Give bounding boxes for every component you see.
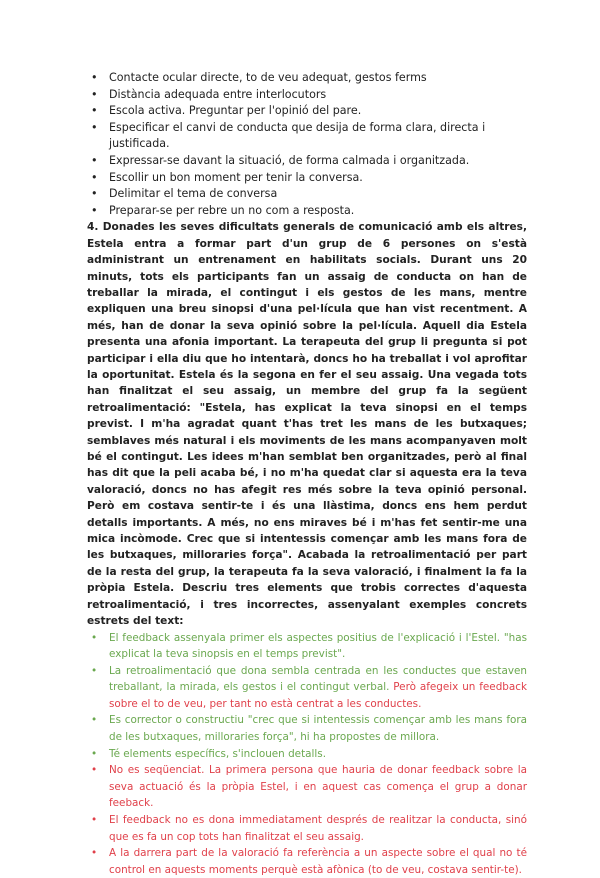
list-item: • Escola activa. Preguntar per l'opinió del pare. <box>87 103 527 120</box>
bullet-icon: • <box>91 87 98 104</box>
answer-correct-item: • Es corrector o constructiu "crec que si intentessis començar amb les mans fora de les butxaques, milloraries força", hi ha propostes de millora. <box>87 712 527 745</box>
list-item: • Distància adequada entre interlocutors <box>87 87 527 104</box>
bullet-icon: • <box>91 120 98 137</box>
bullet-icon: • <box>91 70 98 87</box>
question-paragraph: 4. Donades les seves dificultats generals de comunicació amb els altres, Estela entra a formar part d'un grup de 6 persones on s'està administrant un entrenament en habilitats socials. Durant uns 20 minuts, tots els participants fan un assaig de conducta on han de treballar la mirada, el contingut i els gestos de les mans, mentre expliquen una breu sinopsi d'una pel·lícula que han vist recentment. A més, han de donar la seva opinió sobre la pel·lícula. Aquell dia Estela presenta una afonia important. La terapeuta del grup li pregunta si pot participar i ella diu que ho intentarà, doncs ho ha treballat i vol aprofitar la oportunitat. Estela és la segona en fer el seu assaig. Una vegada tots han finalitzat el seu assaig, un membre del grup fa la següent retroalimentació: "Estela, has explicat la teva sinopsi en el temps previst. I m'ha agradat quant t'has tret les mans de les butxaques; semblaves més natural i els moviments de les mans acompanyaven molt bé el contingut. Les idees m'han semblat ben organitzades, però al final has dit que la peli acaba bé, i no m'ha quedat clar si aquesta era la teva valoració, doncs no has afegit res més sobre la teva opinió personal. Però em costava sentir-te i és una llàstima, doncs ens hem perdut detalls importants. A més, no ens miraves bé i m'has fet sentir-me una mica incòmode. Crec que si intentessis començar amb les mans fora de les butxaques, milloraries força". Acabada la retroalimentació per part de la resta del grup, la terapeuta fa la seva valoració, i finalment la fa la pròpia Estela. Descriu tres elements que trobis correctes d'aquesta retroalimentació, i tres incorrectes, assenyalant exemples concrets estrets del text: <box>87 219 527 629</box>
answer-incorrect-item: • A la darrera part de la valoració fa referència a un aspecte sobre el qual no té control en aquests moments perquè està afònica (to de veu, costava sentir-te). <box>87 845 527 878</box>
list-item: • Preparar-se per rebre un no com a resposta. <box>87 203 527 220</box>
list-item: • Delimitar el tema de conversa <box>87 186 527 203</box>
answer-incorrect-item: • El feedback no es dona immediatament després de realitzar la conducta, sinó que es fa un cop tots han finalitzat el seu assaig. <box>87 812 527 845</box>
bullet-icon: • <box>91 103 98 120</box>
answer-incorrect-item: • No es seqüenciat. La primera persona que hauria de donar feedback sobre la seva actuació és la pròpia Estel, i en aquest cas comença el grup a donar feeback. <box>87 762 527 812</box>
intro-bullet-list <box>87 70 527 219</box>
bullet-icon: • <box>91 845 97 862</box>
document-content <box>87 70 527 878</box>
list-item: • Especificar el canvi de conducta que desija de forma clara, directa i justificada. <box>87 120 527 153</box>
list-item: • Contacte ocular directe, to de veu adequat, gestos ferms <box>87 70 527 87</box>
bullet-icon: • <box>91 746 97 763</box>
answer-correct-item: • Té elements específics, s'inclouen detalls. <box>87 746 527 763</box>
bullet-icon: • <box>91 663 97 680</box>
bullet-icon: • <box>91 630 97 647</box>
bullet-icon: • <box>91 186 98 203</box>
bullet-icon: • <box>91 762 97 779</box>
bullet-icon: • <box>91 153 98 170</box>
answer-correct-item: • La retroalimentació que dona sembla centrada en les conductes que estaven treballant, la mirada, els gestos i el contingut verbal. Però afegeix un feedback sobre el to de veu, per tant no està centrat a les conductes. <box>87 663 527 713</box>
answer-correction-note: Però afegeix un feedback sobre el to de veu, per tant no està centrat a les conductes. <box>109 681 527 710</box>
bullet-icon: • <box>91 712 97 729</box>
bullet-icon: • <box>91 812 97 829</box>
answer-bullet-list <box>87 630 527 878</box>
answer-correct-item: • El feedback assenyala primer els aspectes positius de l'explicació i l'Estel. "has explicat la teva sinopsis en el temps previst". <box>87 630 527 663</box>
list-item: • Expressar-se davant la situació, de forma calmada i organitzada. <box>87 153 527 170</box>
bullet-icon: • <box>91 170 98 187</box>
list-item: • Escollir un bon moment per tenir la conversa. <box>87 170 527 187</box>
bullet-icon: • <box>91 203 98 220</box>
